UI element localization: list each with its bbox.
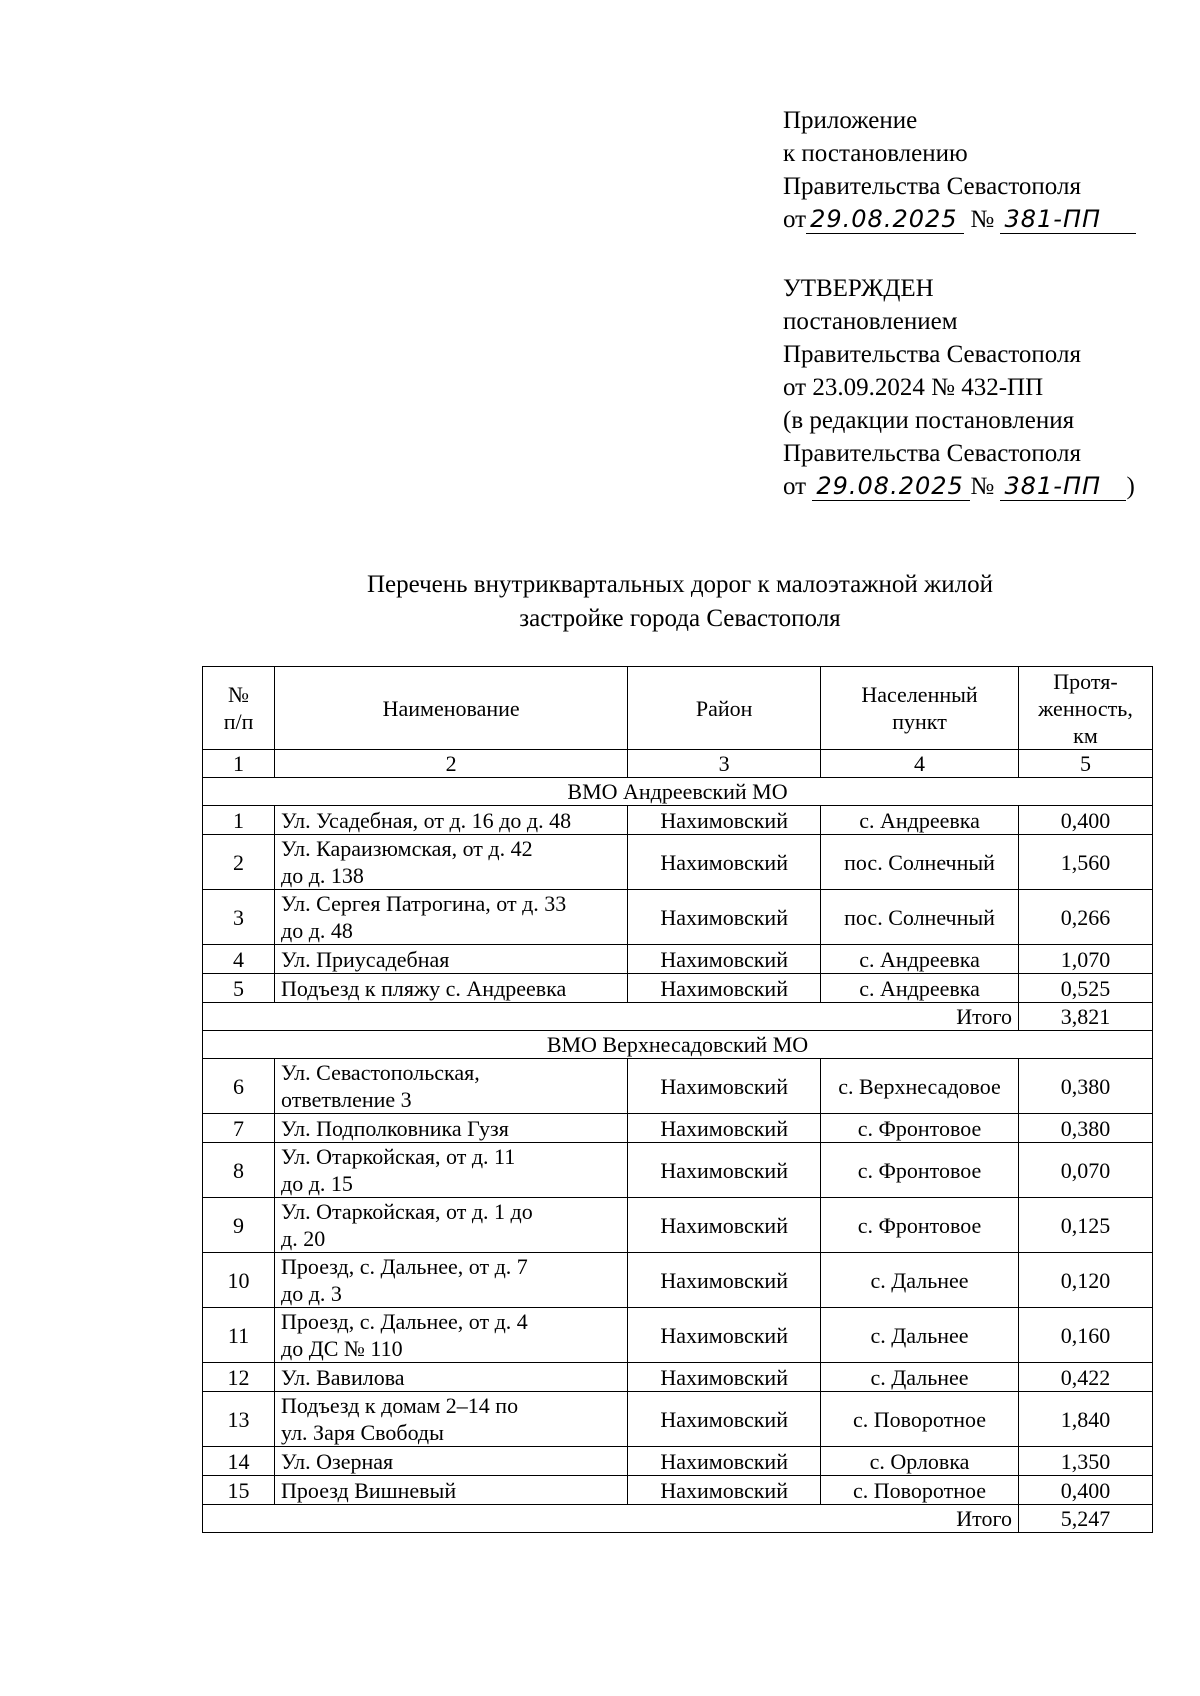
locality: с. Дальнее <box>821 1253 1019 1308</box>
table-row <box>203 890 1153 945</box>
length-km: 0,380 <box>1018 1114 1152 1143</box>
road-name-line: Ул. Сергея Патрогина, от д. 33 <box>281 891 567 916</box>
district: Нахимовский <box>628 890 821 945</box>
document-title <box>190 568 1170 636</box>
length-km: 0,120 <box>1018 1253 1152 1308</box>
road-name <box>275 835 628 890</box>
district: Нахимовский <box>628 1447 821 1476</box>
road-name-line: Проезд, с. Дальнее, от д. 7 <box>281 1254 528 1279</box>
title-line: застройке города Севастополя <box>519 605 841 632</box>
district: Нахимовский <box>628 1059 821 1114</box>
header-text: Населенный <box>861 682 978 707</box>
district: Нахимовский <box>628 1143 821 1198</box>
district: Нахимовский <box>628 945 821 974</box>
total-row <box>203 1003 1153 1031</box>
length-km: 0,380 <box>1018 1059 1152 1114</box>
road-name <box>275 1308 628 1363</box>
road-name <box>275 974 628 1003</box>
table-row <box>203 1363 1153 1392</box>
column-index: 1 <box>203 750 275 778</box>
district: Нахимовский <box>628 806 821 835</box>
district: Нахимовский <box>628 835 821 890</box>
road-name-line: до ДС № 110 <box>281 1336 403 1361</box>
table-row <box>203 1114 1153 1143</box>
length-km: 1,840 <box>1018 1392 1152 1447</box>
column-index: 2 <box>275 750 628 778</box>
road-name-line: Подъезд к пляжу с. Андреевка <box>281 975 567 1001</box>
total-value: 5,247 <box>1018 1505 1152 1533</box>
column-index: 4 <box>821 750 1019 778</box>
handwritten-date: 29.08.2025 <box>806 205 964 234</box>
table-row <box>203 945 1153 974</box>
road-name <box>275 1143 628 1198</box>
approved-line: Правительства Севастополя <box>783 341 1081 368</box>
header-text: женность, <box>1038 695 1133 721</box>
road-name-line: Ул. Севастопольская, <box>281 1060 480 1085</box>
row-number: 4 <box>203 945 275 974</box>
column-index: 3 <box>628 750 821 778</box>
annex-line: Приложение <box>783 107 918 134</box>
road-name-line: Ул. Подполковника Гузя <box>281 1115 509 1141</box>
header-text: км <box>1073 722 1098 748</box>
locality: с. Андреевка <box>821 806 1019 835</box>
district: Нахимовский <box>628 1198 821 1253</box>
table-row <box>203 1308 1153 1363</box>
header-district: Район <box>628 667 821 750</box>
road-name-line: Ул. Караизюмская, от д. 42 <box>281 836 533 861</box>
closing-paren: ) <box>1126 473 1135 500</box>
row-number: 14 <box>203 1447 275 1476</box>
length-km: 0,400 <box>1018 806 1152 835</box>
annex-header <box>783 104 1136 236</box>
approved-line: от 23.09.2024 № 432-ПП <box>783 374 1044 401</box>
locality: с. Поворотное <box>821 1476 1019 1505</box>
district: Нахимовский <box>628 1476 821 1505</box>
locality: с. Фронтовое <box>821 1114 1019 1143</box>
handwritten-date: 29.08.2025 <box>812 472 970 501</box>
table-row <box>203 1392 1153 1447</box>
row-number: 11 <box>203 1308 275 1363</box>
column-index: 5 <box>1018 750 1152 778</box>
table-row <box>203 1059 1153 1114</box>
number-sign: № <box>970 473 995 500</box>
road-name <box>275 806 628 835</box>
locality: пос. Солнечный <box>821 835 1019 890</box>
table-row <box>203 1476 1153 1505</box>
road-name <box>275 1476 628 1505</box>
total-row <box>203 1505 1153 1533</box>
locality: с. Орловка <box>821 1447 1019 1476</box>
section-header-row <box>203 778 1153 806</box>
row-number: 7 <box>203 1114 275 1143</box>
approved-header <box>783 272 1135 503</box>
header-length <box>1018 667 1152 750</box>
road-name-line: Проезд Вишневый <box>281 1477 457 1503</box>
length-km: 0,125 <box>1018 1198 1152 1253</box>
approved-line: Правительства Севастополя <box>783 440 1081 467</box>
handwritten-number: 381-ПП <box>1000 472 1126 501</box>
header-locality <box>821 667 1019 750</box>
length-km: 1,350 <box>1018 1447 1152 1476</box>
table-row <box>203 806 1153 835</box>
approved-line: (в редакции постановления <box>783 407 1075 434</box>
total-label: Итого <box>203 1003 1019 1031</box>
road-name-line: до д. 48 <box>281 918 353 943</box>
road-name-line: Ул. Усадебная, от д. 16 до д. 48 <box>281 807 572 833</box>
road-name-line: до д. 138 <box>281 863 364 888</box>
row-number: 1 <box>203 806 275 835</box>
row-number: 10 <box>203 1253 275 1308</box>
road-name <box>275 1198 628 1253</box>
road-name <box>275 1363 628 1392</box>
road-name <box>275 1447 628 1476</box>
road-name <box>275 1059 628 1114</box>
locality: с. Фронтовое <box>821 1198 1019 1253</box>
title-line: Перечень внутриквартальных дорог к малоэтажной жилой <box>366 571 994 598</box>
road-name <box>275 890 628 945</box>
from-prefix: от <box>783 473 807 500</box>
road-name-line: Ул. Приусадебная <box>281 946 450 972</box>
number-sign: № <box>970 206 995 233</box>
approved-date-line <box>783 470 1135 503</box>
row-number: 9 <box>203 1198 275 1253</box>
road-name-line: Ул. Вавилова <box>281 1364 405 1390</box>
annex-date-line <box>783 203 1136 236</box>
length-km: 0,525 <box>1018 974 1152 1003</box>
annex-line: Правительства Севастополя <box>783 173 1081 200</box>
road-name-line: Проезд, с. Дальнее, от д. 4 <box>281 1309 528 1334</box>
roads-table <box>202 666 1153 1533</box>
road-name-line: д. 20 <box>281 1226 326 1251</box>
total-label: Итого <box>203 1505 1019 1533</box>
row-number: 3 <box>203 890 275 945</box>
road-name-line: Подъезд к домам 2–14 по <box>281 1393 519 1418</box>
section-name: ВМО Верхнесадовский МО <box>203 1031 1153 1059</box>
length-km: 1,560 <box>1018 835 1152 890</box>
row-number: 15 <box>203 1476 275 1505</box>
from-prefix: от <box>783 206 807 233</box>
table-row <box>203 1143 1153 1198</box>
table-row <box>203 1447 1153 1476</box>
total-value: 3,821 <box>1018 1003 1152 1031</box>
locality: с. Поворотное <box>821 1392 1019 1447</box>
district: Нахимовский <box>628 1253 821 1308</box>
header-text: п/п <box>223 709 254 734</box>
table-body <box>203 750 1153 1533</box>
section-name: ВМО Андреевский МО <box>203 778 1153 806</box>
header-text: пункт <box>892 709 947 734</box>
road-name <box>275 1253 628 1308</box>
table-row <box>203 1253 1153 1308</box>
locality: с. Дальнее <box>821 1363 1019 1392</box>
district: Нахимовский <box>628 1392 821 1447</box>
locality: с. Верхнесадовое <box>821 1059 1019 1114</box>
header-text: Протя- <box>1053 668 1118 694</box>
approved-line: постановлением <box>783 308 958 335</box>
header-number <box>203 667 275 750</box>
table-row <box>203 1198 1153 1253</box>
handwritten-number: 381-ПП <box>1000 205 1136 234</box>
road-name-line: Ул. Отаркойская, от д. 11 <box>281 1144 516 1169</box>
length-km: 0,266 <box>1018 890 1152 945</box>
road-name-line: Ул. Озерная <box>281 1448 394 1474</box>
locality: с. Андреевка <box>821 974 1019 1003</box>
approved-title: УТВЕРЖДЕН <box>783 275 934 302</box>
locality: с. Дальнее <box>821 1308 1019 1363</box>
header-text: № <box>228 682 250 707</box>
length-km: 0,160 <box>1018 1308 1152 1363</box>
district: Нахимовский <box>628 974 821 1003</box>
row-number: 13 <box>203 1392 275 1447</box>
district: Нахимовский <box>628 1308 821 1363</box>
road-name-line: Ул. Отаркойская, от д. 1 до <box>281 1199 533 1224</box>
row-number: 2 <box>203 835 275 890</box>
table-row <box>203 974 1153 1003</box>
road-name <box>275 1392 628 1447</box>
row-number: 5 <box>203 974 275 1003</box>
length-km: 1,070 <box>1018 945 1152 974</box>
locality: с. Андреевка <box>821 945 1019 974</box>
district: Нахимовский <box>628 1114 821 1143</box>
table-header-row <box>203 667 1153 750</box>
section-header-row <box>203 1031 1153 1059</box>
road-name-line: до д. 15 <box>281 1171 353 1196</box>
locality: пос. Солнечный <box>821 890 1019 945</box>
road-name <box>275 1114 628 1143</box>
length-km: 0,400 <box>1018 1476 1152 1505</box>
header-name: Наименование <box>275 667 628 750</box>
table-row <box>203 835 1153 890</box>
road-name-line: ответвление 3 <box>281 1087 412 1112</box>
road-name-line: до д. 3 <box>281 1281 342 1306</box>
locality: с. Фронтовое <box>821 1143 1019 1198</box>
length-km: 0,422 <box>1018 1363 1152 1392</box>
length-km: 0,070 <box>1018 1143 1152 1198</box>
district: Нахимовский <box>628 1363 821 1392</box>
road-name-line: ул. Заря Свободы <box>281 1420 444 1445</box>
column-index-row <box>203 750 1153 778</box>
row-number: 6 <box>203 1059 275 1114</box>
row-number: 8 <box>203 1143 275 1198</box>
annex-line: к постановлению <box>783 140 968 167</box>
road-name <box>275 945 628 974</box>
row-number: 12 <box>203 1363 275 1392</box>
